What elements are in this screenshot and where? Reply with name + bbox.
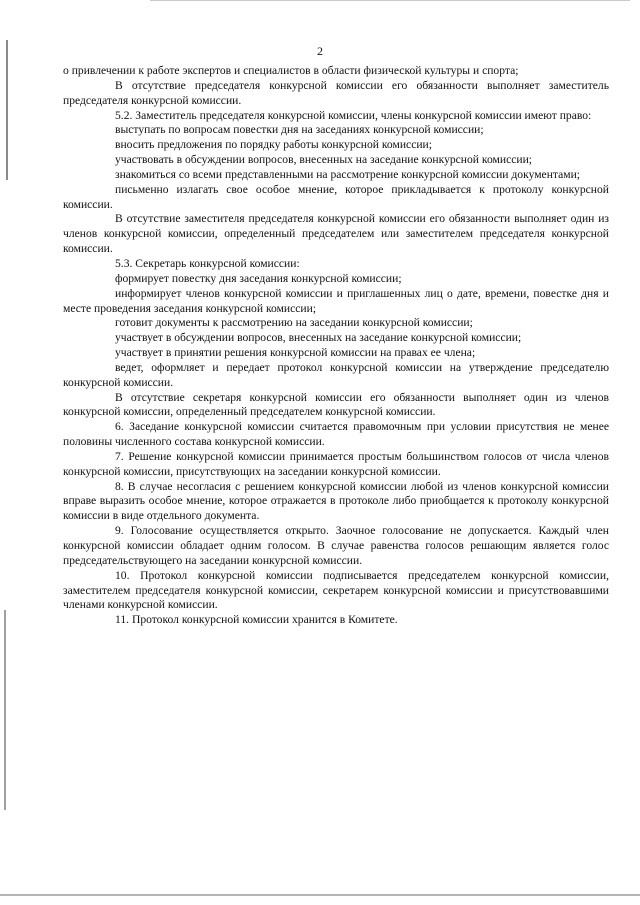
paragraph-continuation: о привлечении к работе экспертов и специалистов в области физической культуры и спорта; xyxy=(63,64,519,77)
paragraph-section-5-2: 5.2. Заместитель председателя конкурсной комиссии, члены конкурсной комиссии имеют право: xyxy=(115,108,592,122)
paragraph-section-7: 7. Решение конкурсной комиссии принимается простым большинством голосов от числа членов конкурсной комиссии, присутствующих на заседании конкурсной комиссии. xyxy=(63,449,609,478)
paragraph-section-5-3: 5.3. Секретарь конкурсной комиссии: xyxy=(115,256,300,270)
scan-edge-top xyxy=(150,0,630,1)
list-item-rights: вносить предложения по порядку работы конкурсной комиссии; xyxy=(115,138,432,152)
paragraph-deputy-absence: В отсутствие заместителя председателя конкурсной комиссии его обязанности выполняет один из членов конкурсной комиссии, определенный председателем или заместителем председателя конкурсной комиссии. xyxy=(63,212,609,256)
paragraph-section-6: 6. Заседание конкурсной комиссии считается правомочным при условии присутствия не менее половины численного состава конкурсной комиссии. xyxy=(63,420,609,449)
scan-edge-bottom xyxy=(0,894,640,896)
paragraph-secretary-absence: В отсутствие секретаря конкурсной комиссии его обязанности выполняет один из членов конкурсной комиссии, определенный председателем конкурсной комиссии. xyxy=(63,390,609,419)
paragraph-section-11: 11. Протокол конкурсной комиссии хранится в Комитете. xyxy=(115,613,398,627)
scan-edge-left-lower xyxy=(4,610,6,810)
list-item-secretary-duties: участвует в обсуждении вопросов, внесенных на заседание конкурсной комиссии; xyxy=(115,331,522,345)
list-item-rights: выступать по вопросам повестки дня на заседаниях конкурсной комиссии; xyxy=(115,123,484,137)
paragraph-section-8: 8. В случае несогласия с решением конкурсной комиссии любой из членов конкурсной комиссии вправе выразить особое мнение, которое отражается в протоколе либо приобщается к протоколу конкурсной комиссии в виде отдельного документа. xyxy=(63,479,609,523)
page-number: 2 xyxy=(317,44,323,58)
paragraph-chair-absence: В отсутствие председателя конкурсной комиссии его обязанности выполняет заместитель председателя конкурсной комиссии. xyxy=(63,78,609,107)
paragraph-section-9: 9. Голосование осуществляется открыто. Заочное голосование не допускается. Каждый член конкурсной комиссии обладает одним голосом. В случае равенства голосов решающим является голос председательствующего на заседании конкурсной комиссии. xyxy=(63,524,609,567)
list-item-secretary-duties: формирует повестку дня заседания конкурсной комиссии; xyxy=(115,271,402,285)
paragraph-section-10: 10. Протокол конкурсной комиссии подписывается председателем конкурсной комиссии, заместителем председателя конкурсной комиссии, секретарем конкурсной комиссии и присутствовавшими членами конкурсной комиссии. xyxy=(63,568,609,612)
scan-edge-left xyxy=(6,40,8,180)
list-item-secretary-duties: ведет, оформляет и передает протокол конкурсной комиссии на утверждение председателю конкурсной комиссии. xyxy=(63,360,609,389)
list-item-secretary-duties: информирует членов конкурсной комиссии и приглашенных лиц о дате, времени, повестке дня и месте проведения заседания конкурсной комиссии; xyxy=(63,286,609,315)
list-item-rights: знакомиться со всеми представленными на рассмотрение конкурсной комиссии документами; xyxy=(115,167,581,181)
list-item-rights: письменно излагать свое особое мнение, которое прикладывается к протоколу конкурсной комиссии. xyxy=(63,182,609,211)
list-item-rights: участвовать в обсуждении вопросов, внесенных на заседание конкурсной комиссии; xyxy=(115,153,532,167)
list-item-secretary-duties: участвует в принятии решения конкурсной комиссии на правах ее члена; xyxy=(115,346,476,360)
list-item-secretary-duties: готовит документы к рассмотрению на заседании конкурсной комиссии; xyxy=(115,316,473,330)
document-body xyxy=(63,64,609,628)
